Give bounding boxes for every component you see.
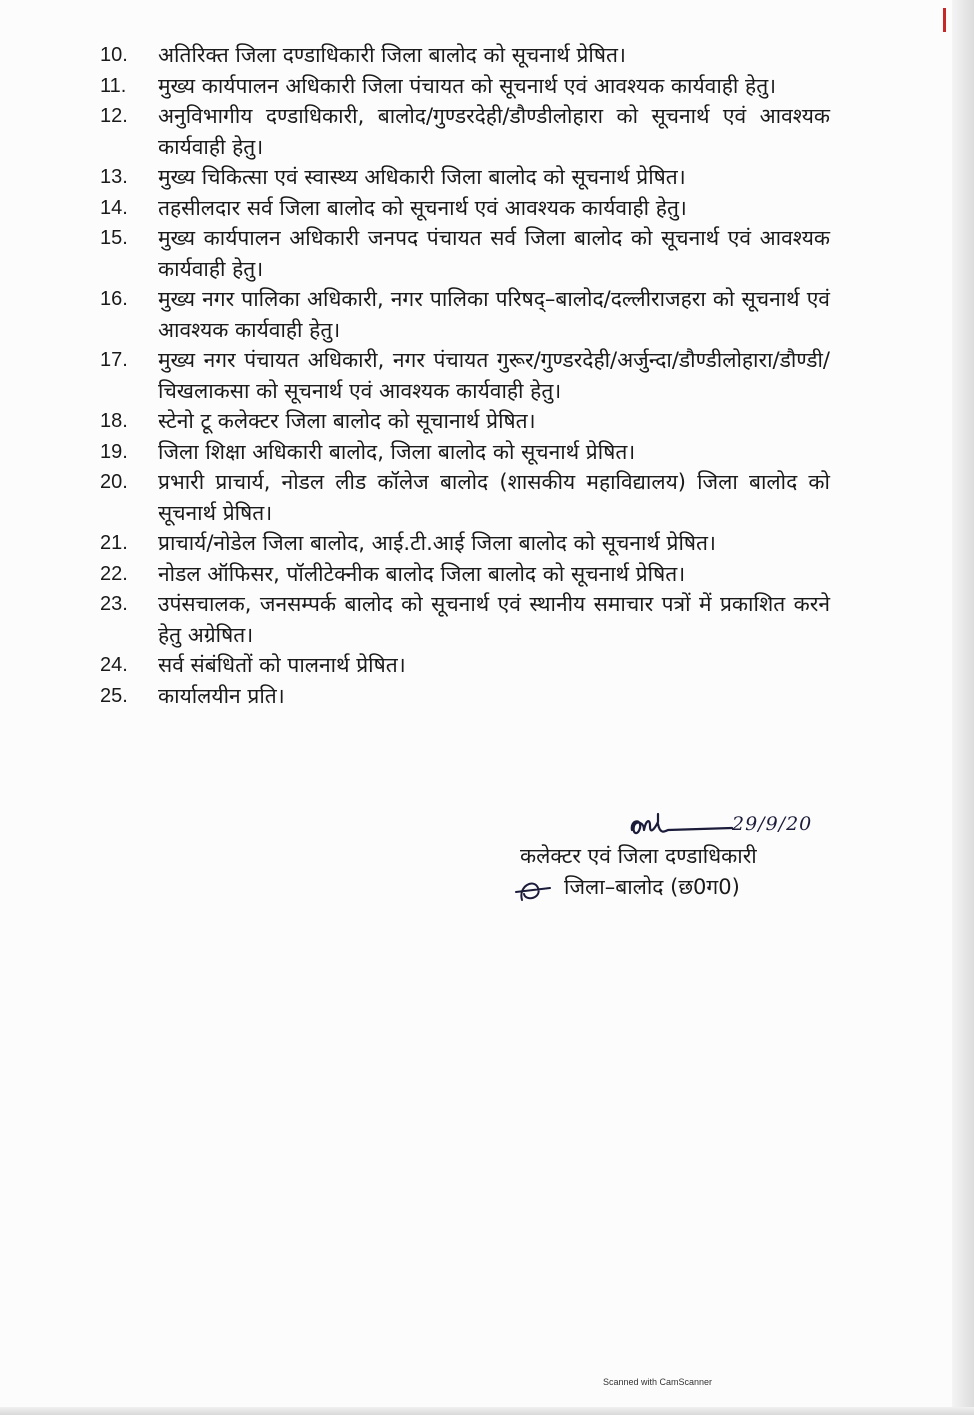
item-text: कार्यालयीन प्रति। [158, 683, 285, 708]
list-item [100, 528, 830, 559]
item-number: 13. [100, 166, 128, 188]
item-number: 11. [100, 74, 127, 97]
item-text: अनुविभागीय दण्डाधिकारी, बालोद/गुण्डरदेही/डौण्डीलोहारा को सूचनार्थ एवं आवश्यक कार्यवाही हेतु। [158, 104, 830, 159]
item-number: 22. [100, 562, 128, 585]
item-text: मुख्य चिकित्सा एवं स्वास्थ्य अधिकारी जिला बालोद को सूचनार्थ प्रेषित। [158, 165, 686, 189]
item-text: स्टेनो टू कलेक्टर जिला बालोद को सूचानार्थ प्रेषित। [158, 409, 536, 433]
item-number: 19. [100, 440, 128, 463]
item-number: 21. [100, 532, 128, 554]
list-item [100, 467, 830, 528]
list-item [100, 284, 830, 345]
list-item [100, 71, 830, 102]
copy-distribution-list [100, 40, 830, 711]
list-item [100, 101, 830, 162]
item-text: नोडल ऑफिसर, पॉलीटेक्नीक बालोद जिला बालोद को सूचनार्थ प्रेषित। [158, 561, 686, 586]
item-text: उपंसचालक, जनसम्पर्क बालोद को सूचनार्थ एवं स्थानीय समाचार पत्रों में प्रकाशित करने हेतु अग्रेषित। [158, 592, 830, 647]
list-item [100, 681, 830, 712]
signature-scribble [628, 812, 738, 842]
item-number: 16. [100, 288, 128, 310]
item-text: मुख्य नगर पालिका अधिकारी, नगर पालिका परिषद्–बालोद/दल्लीराजहरा को सूचनार्थ एवं आवश्यक कार्यवाही हेतु। [158, 287, 830, 342]
item-number: 17. [100, 349, 128, 371]
signatory-designation: कलेक्टर एवं जिला दण्डाधिकारी [520, 844, 757, 868]
item-text: अतिरिक्त जिला दण्डाधिकारी जिला बालोद को सूचनार्थ प्रेषित। [158, 43, 626, 67]
item-number: 15. [100, 227, 128, 249]
list-item [100, 589, 830, 650]
item-text: मुख्य कार्यपालन अधिकारी जनपद पंचायत सर्व जिला बालोद को सूचनार्थ एवं आवश्यक कार्यवाही हेतु। [158, 226, 830, 281]
item-text: प्राचार्य/नोडेल जिला बालोद, आई.टी.आई जिला बालोद को सूचनार्थ प्रेषित। [158, 531, 716, 555]
item-text: जिला शिक्षा अधिकारी बालोद, जिला बालोद को सूचनार्थ प्रेषित। [158, 439, 636, 464]
item-text: मुख्य कार्यपालन अधिकारी जिला पंचायत को सूचनार्थ एवं आवश्यक कार्यवाही हेतु। [158, 73, 777, 98]
item-number: 14. [100, 196, 128, 219]
signature-block [520, 812, 880, 912]
item-number: 12. [100, 105, 128, 127]
list-item [100, 437, 830, 468]
item-text: तहसीलदार सर्व जिला बालोद को सूचनार्थ एवं आवश्यक कार्यवाही हेतु। [158, 195, 687, 220]
item-number: 25. [100, 684, 128, 707]
item-number: 24. [100, 654, 128, 676]
list-item [100, 223, 830, 284]
item-text: सर्व संबंधितों को पालनार्थ प्रेषित। [158, 653, 406, 677]
list-item [100, 162, 830, 193]
item-text: मुख्य नगर पंचायत अधिकारी, नगर पंचायत गुरूर/गुण्डरदेही/अर्जुन्दा/डौण्डीलोहारा/डौण्डी/चिखलाकसा को सूचनार्थ एवं आवश्यक कार्यवाही हेतु। [158, 348, 830, 403]
list-item [100, 650, 830, 681]
list-item [100, 193, 830, 224]
item-number: 18. [100, 410, 128, 432]
initial-mark [514, 876, 554, 906]
list-item [100, 345, 830, 406]
red-margin-mark [943, 8, 946, 32]
item-number: 23. [100, 593, 128, 615]
item-number: 20. [100, 471, 128, 493]
list-item [100, 559, 830, 590]
list-item [100, 40, 830, 71]
list-item [100, 406, 830, 437]
scanner-watermark: Scanned with CamScanner [603, 1377, 713, 1387]
page-edge-shadow [952, 0, 974, 1415]
page-bottom-shadow [0, 1407, 974, 1415]
item-text: प्रभारी प्राचार्य, नोडल लीड कॉलेज बालोद (शासकीय महाविद्यालय) जिला बालोद को सूचनार्थ प्रेषित। [158, 470, 830, 525]
item-number: 10. [100, 44, 128, 66]
signatory-district: जिला–बालोद (छ0ग0) [564, 875, 740, 899]
signature-date: 29/9/20 [732, 813, 813, 835]
